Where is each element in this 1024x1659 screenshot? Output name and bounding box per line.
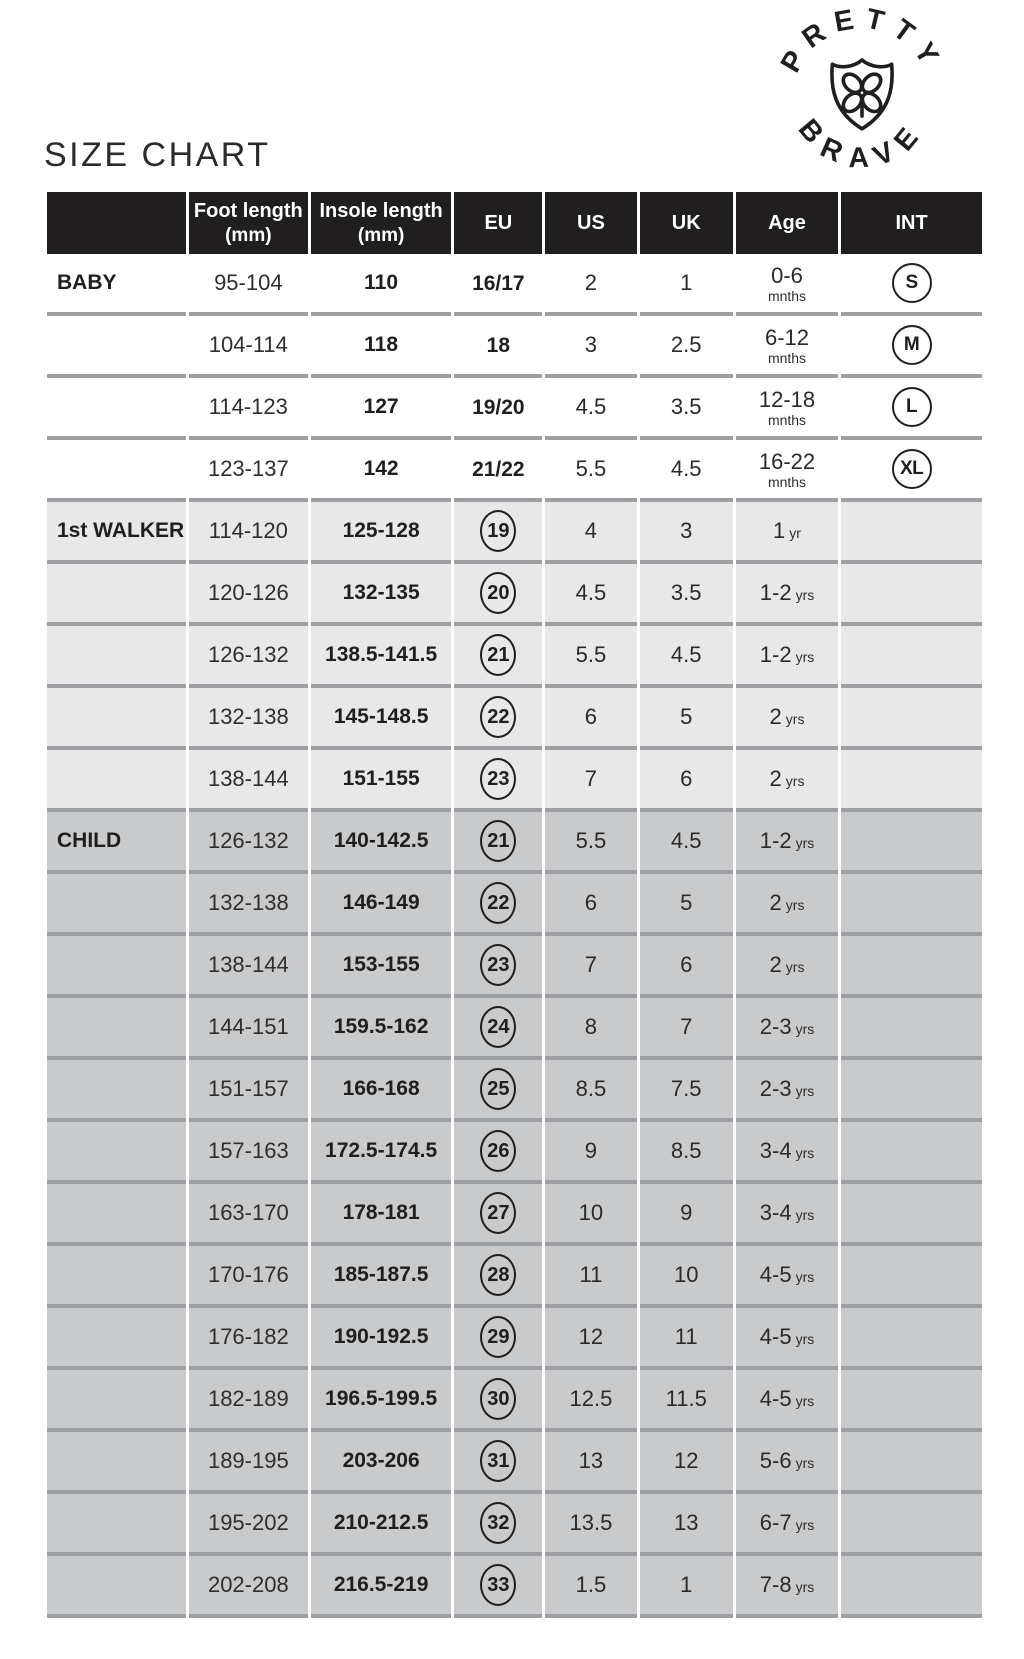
insole-length-cell: 142 (311, 440, 452, 502)
category-cell (47, 1370, 186, 1432)
eu-size-value: 21 (480, 820, 516, 862)
size-chart-table (44, 192, 985, 1618)
int-size-cell (841, 1122, 982, 1184)
eu-size-cell (454, 688, 542, 750)
eu-size-cell (454, 1494, 542, 1556)
age-value: 5-6 yrs (759, 1448, 815, 1473)
int-size-cell (841, 1370, 982, 1432)
age-unit: yrs (795, 1331, 815, 1347)
uk-size-cell: 2.5 (640, 316, 733, 378)
foot-length-cell: 170-176 (189, 1246, 308, 1308)
table-row (47, 998, 982, 1060)
pretty-brave-logo (772, 6, 952, 186)
age-cell (736, 1370, 838, 1432)
category-cell (47, 688, 186, 750)
age-unit: yrs (795, 1269, 815, 1285)
age-unit: yrs (795, 1207, 815, 1223)
logo-ring-text-top: PRETTY (774, 6, 950, 78)
eu-size-cell (454, 1370, 542, 1432)
uk-size-cell: 5 (640, 874, 733, 936)
age-cell (736, 1308, 838, 1370)
table-row (47, 1308, 982, 1370)
eu-size-cell (454, 1122, 542, 1184)
foot-length-cell: 132-138 (189, 688, 308, 750)
int-size-cell (841, 378, 982, 440)
eu-size-value: 19/20 (472, 396, 525, 419)
age-value: 1-2 yrs (759, 580, 815, 605)
foot-length-cell: 195-202 (189, 1494, 308, 1556)
age-cell (736, 1494, 838, 1556)
foot-length-cell: 182-189 (189, 1370, 308, 1432)
age-value: 2-3 yrs (759, 1014, 815, 1039)
age-unit: yrs (795, 1455, 815, 1471)
int-size-badge: XL (892, 449, 932, 489)
eu-size-cell (454, 998, 542, 1060)
insole-length-cell: 190-192.5 (311, 1308, 452, 1370)
logo-ring-text-bottom: BRAVE (791, 113, 933, 175)
eu-size-value: 29 (480, 1316, 516, 1358)
age-unit: yrs (795, 587, 815, 603)
table-header (47, 192, 982, 254)
int-size-cell (841, 440, 982, 502)
category-cell (47, 1060, 186, 1122)
age-cell (736, 936, 838, 998)
foot-length-cell: 123-137 (189, 440, 308, 502)
eu-size-cell (454, 316, 542, 378)
table-row (47, 1432, 982, 1494)
eu-size-value: 18 (486, 334, 511, 357)
insole-length-cell: 159.5-162 (311, 998, 452, 1060)
age-value: 1-2 yrs (759, 642, 815, 667)
eu-size-cell (454, 1184, 542, 1246)
foot-length-cell: 176-182 (189, 1308, 308, 1370)
age-cell (736, 812, 838, 874)
age-value: 2 yrs (769, 704, 805, 729)
insole-length-cell: 203-206 (311, 1432, 452, 1494)
age-unit: mnths (767, 349, 807, 366)
us-size-cell: 4.5 (545, 564, 636, 626)
int-size-cell (841, 1060, 982, 1122)
eu-size-cell (454, 502, 542, 564)
foot-length-cell: 138-144 (189, 936, 308, 998)
age-value: 2 yrs (769, 890, 805, 915)
int-size-cell (841, 998, 982, 1060)
category-cell (47, 316, 186, 378)
category-cell (47, 502, 186, 564)
eu-size-value: 22 (480, 696, 516, 738)
age-value: 2-3 yrs (759, 1076, 815, 1101)
eu-size-cell (454, 1060, 542, 1122)
eu-size-value: 23 (480, 758, 516, 800)
int-size-cell (841, 316, 982, 378)
us-size-cell: 7 (545, 936, 636, 998)
age-cell (736, 1246, 838, 1308)
table-row (47, 1370, 982, 1432)
age-unit: yrs (785, 897, 805, 913)
age-value: 6-12 mnths (764, 324, 810, 366)
uk-size-cell: 3.5 (640, 378, 733, 440)
uk-size-cell: 8.5 (640, 1122, 733, 1184)
int-size-badge: S (892, 263, 932, 303)
category-cell (47, 254, 186, 316)
us-size-cell: 8.5 (545, 1060, 636, 1122)
insole-length-cell: 153-155 (311, 936, 452, 998)
foot-length-cell: 157-163 (189, 1122, 308, 1184)
us-size-cell: 12.5 (545, 1370, 636, 1432)
eu-size-cell (454, 1308, 542, 1370)
eu-size-cell (454, 936, 542, 998)
uk-size-cell: 5 (640, 688, 733, 750)
int-size-cell (841, 1432, 982, 1494)
eu-size-value: 23 (480, 944, 516, 986)
foot-length-cell: 163-170 (189, 1184, 308, 1246)
age-value: 1-2 yrs (759, 828, 815, 853)
category-cell (47, 440, 186, 502)
age-value: 3-4 yrs (759, 1138, 815, 1163)
eu-size-value: 21/22 (472, 458, 525, 481)
foot-length-cell: 104-114 (189, 316, 308, 378)
age-unit: yrs (785, 959, 805, 975)
eu-size-cell (454, 626, 542, 688)
foot-length-cell: 138-144 (189, 750, 308, 812)
foot-length-cell: 126-132 (189, 812, 308, 874)
age-unit: yrs (795, 1579, 815, 1595)
category-cell (47, 1494, 186, 1556)
us-size-cell: 5.5 (545, 626, 636, 688)
int-size-cell (841, 1556, 982, 1618)
eu-size-cell (454, 1432, 542, 1494)
int-size-cell (841, 936, 982, 998)
category-cell (47, 998, 186, 1060)
uk-size-cell: 7.5 (640, 1060, 733, 1122)
int-size-cell (841, 626, 982, 688)
age-value: 12-18 mnths (758, 386, 816, 428)
uk-size-cell: 9 (640, 1184, 733, 1246)
foot-length-cell: 144-151 (189, 998, 308, 1060)
age-cell (736, 1060, 838, 1122)
eu-size-cell (454, 378, 542, 440)
eu-size-value: 16/17 (472, 272, 525, 295)
eu-size-cell (454, 440, 542, 502)
category-cell (47, 1246, 186, 1308)
eu-size-value: 32 (480, 1502, 516, 1544)
eu-size-value: 25 (480, 1068, 516, 1110)
us-size-cell: 6 (545, 688, 636, 750)
eu-size-value: 28 (480, 1254, 516, 1296)
category-cell (47, 812, 186, 874)
category-label: 1st WALKER (57, 519, 185, 542)
us-size-cell: 5.5 (545, 812, 636, 874)
int-size-cell (841, 1184, 982, 1246)
header-category (47, 192, 186, 254)
table-row (47, 1246, 982, 1308)
eu-size-cell (454, 874, 542, 936)
age-unit: yrs (785, 773, 805, 789)
eu-size-value: 20 (480, 572, 516, 614)
us-size-cell: 4 (545, 502, 636, 564)
int-size-cell (841, 1494, 982, 1556)
age-cell (736, 626, 838, 688)
age-value: 3-4 yrs (759, 1200, 815, 1225)
table-row (47, 564, 982, 626)
eu-size-cell (454, 564, 542, 626)
age-cell (736, 254, 838, 316)
category-cell (47, 750, 186, 812)
age-value: 2 yrs (769, 766, 805, 791)
int-size-cell (841, 874, 982, 936)
insole-length-cell: 146-149 (311, 874, 452, 936)
age-cell (736, 564, 838, 626)
uk-size-cell: 1 (640, 254, 733, 316)
uk-size-cell: 6 (640, 750, 733, 812)
age-unit: yrs (785, 711, 805, 727)
category-cell (47, 1184, 186, 1246)
category-cell (47, 626, 186, 688)
uk-size-cell: 11.5 (640, 1370, 733, 1432)
eu-size-value: 21 (480, 634, 516, 676)
insole-length-cell: 145-148.5 (311, 688, 452, 750)
age-cell (736, 874, 838, 936)
category-cell (47, 936, 186, 998)
age-value: 7-8 yrs (759, 1572, 815, 1597)
table-row (47, 378, 982, 440)
foot-length-cell: 114-120 (189, 502, 308, 564)
foot-length-cell: 151-157 (189, 1060, 308, 1122)
table-row (47, 874, 982, 936)
shield-clover-icon (832, 60, 892, 129)
eu-size-cell (454, 1556, 542, 1618)
age-cell (736, 316, 838, 378)
age-unit: yrs (795, 1393, 815, 1409)
uk-size-cell: 1 (640, 1556, 733, 1618)
us-size-cell: 11 (545, 1246, 636, 1308)
us-size-cell: 4.5 (545, 378, 636, 440)
table-row (47, 1556, 982, 1618)
category-label: BABY (57, 271, 117, 294)
foot-length-cell: 95-104 (189, 254, 308, 316)
age-unit: yrs (795, 1517, 815, 1533)
uk-size-cell: 13 (640, 1494, 733, 1556)
age-unit: mnths (767, 287, 807, 304)
table-row (47, 812, 982, 874)
header-us: US (545, 192, 636, 254)
int-size-cell (841, 750, 982, 812)
int-size-cell (841, 254, 982, 316)
table-row (47, 1060, 982, 1122)
foot-length-cell: 126-132 (189, 626, 308, 688)
eu-size-value: 33 (480, 1564, 516, 1606)
int-size-cell (841, 688, 982, 750)
insole-length-cell: 166-168 (311, 1060, 452, 1122)
table-row (47, 936, 982, 998)
table-row (47, 1122, 982, 1184)
category-cell (47, 378, 186, 440)
insole-length-cell: 172.5-174.5 (311, 1122, 452, 1184)
insole-length-cell: 132-135 (311, 564, 452, 626)
insole-length-cell: 125-128 (311, 502, 452, 564)
age-unit: mnths (767, 473, 807, 490)
insole-length-cell: 151-155 (311, 750, 452, 812)
eu-size-value: 31 (480, 1440, 516, 1482)
us-size-cell: 3 (545, 316, 636, 378)
age-value: 0-6 mnths (767, 262, 807, 304)
age-unit: yrs (795, 1145, 815, 1161)
age-value: 1 yr (773, 518, 801, 543)
age-value: 2 yrs (769, 952, 805, 977)
uk-size-cell: 3 (640, 502, 733, 564)
eu-size-value: 26 (480, 1130, 516, 1172)
us-size-cell: 5.5 (545, 440, 636, 502)
eu-size-value: 27 (480, 1192, 516, 1234)
age-value: 16-22 mnths (758, 448, 816, 490)
header-insole-length: Insole length (mm) (311, 192, 452, 254)
table-row (47, 502, 982, 564)
category-cell (47, 564, 186, 626)
category-cell (47, 1556, 186, 1618)
uk-size-cell: 7 (640, 998, 733, 1060)
uk-size-cell: 4.5 (640, 812, 733, 874)
age-unit: yrs (795, 649, 815, 665)
us-size-cell: 8 (545, 998, 636, 1060)
int-size-cell (841, 1246, 982, 1308)
age-unit: yrs (795, 1083, 815, 1099)
table-row (47, 688, 982, 750)
eu-size-value: 24 (480, 1006, 516, 1048)
us-size-cell: 2 (545, 254, 636, 316)
us-size-cell: 9 (545, 1122, 636, 1184)
uk-size-cell: 11 (640, 1308, 733, 1370)
header-uk: UK (640, 192, 733, 254)
age-unit: yrs (795, 1021, 815, 1037)
int-size-badge: M (892, 325, 932, 365)
age-cell (736, 1184, 838, 1246)
age-cell (736, 502, 838, 564)
age-unit: yr (789, 525, 801, 541)
insole-length-cell: 140-142.5 (311, 812, 452, 874)
eu-size-cell (454, 812, 542, 874)
age-cell (736, 750, 838, 812)
category-cell (47, 1122, 186, 1184)
us-size-cell: 10 (545, 1184, 636, 1246)
us-size-cell: 13.5 (545, 1494, 636, 1556)
eu-size-value: 19 (480, 510, 516, 552)
eu-size-value: 30 (480, 1378, 516, 1420)
insole-length-cell: 216.5-219 (311, 1556, 452, 1618)
age-cell (736, 440, 838, 502)
age-cell (736, 688, 838, 750)
table-row (47, 254, 982, 316)
insole-length-cell: 127 (311, 378, 452, 440)
age-cell (736, 1432, 838, 1494)
category-cell (47, 1308, 186, 1370)
age-value: 4-5 yrs (759, 1386, 815, 1411)
us-size-cell: 6 (545, 874, 636, 936)
table-row (47, 750, 982, 812)
table-row (47, 440, 982, 502)
header-int: INT (841, 192, 982, 254)
insole-length-cell: 110 (311, 254, 452, 316)
foot-length-cell: 114-123 (189, 378, 308, 440)
age-value: 4-5 yrs (759, 1262, 815, 1287)
foot-length-cell: 189-195 (189, 1432, 308, 1494)
insole-length-cell: 210-212.5 (311, 1494, 452, 1556)
eu-size-cell (454, 1246, 542, 1308)
us-size-cell: 12 (545, 1308, 636, 1370)
foot-length-cell: 202-208 (189, 1556, 308, 1618)
header-foot-length: Foot length (mm) (189, 192, 308, 254)
int-size-cell (841, 1308, 982, 1370)
age-value: 6-7 yrs (759, 1510, 815, 1535)
table-row (47, 626, 982, 688)
int-size-cell (841, 502, 982, 564)
table-row (47, 316, 982, 378)
uk-size-cell: 6 (640, 936, 733, 998)
age-cell (736, 998, 838, 1060)
table-row (47, 1184, 982, 1246)
age-cell (736, 1556, 838, 1618)
age-cell (736, 378, 838, 440)
us-size-cell: 7 (545, 750, 636, 812)
page-title: SIZE CHART (44, 136, 271, 174)
uk-size-cell: 10 (640, 1246, 733, 1308)
uk-size-cell: 4.5 (640, 440, 733, 502)
category-cell (47, 1432, 186, 1494)
age-value: 4-5 yrs (759, 1324, 815, 1349)
insole-length-cell: 178-181 (311, 1184, 452, 1246)
int-size-badge: L (892, 387, 932, 427)
insole-length-cell: 185-187.5 (311, 1246, 452, 1308)
us-size-cell: 13 (545, 1432, 636, 1494)
us-size-cell: 1.5 (545, 1556, 636, 1618)
header-eu: EU (454, 192, 542, 254)
insole-length-cell: 138.5-141.5 (311, 626, 452, 688)
age-cell (736, 1122, 838, 1184)
category-cell (47, 874, 186, 936)
eu-size-cell (454, 750, 542, 812)
age-unit: yrs (795, 835, 815, 851)
foot-length-cell: 120-126 (189, 564, 308, 626)
foot-length-cell: 132-138 (189, 874, 308, 936)
uk-size-cell: 3.5 (640, 564, 733, 626)
eu-size-cell (454, 254, 542, 316)
insole-length-cell: 118 (311, 316, 452, 378)
int-size-cell (841, 812, 982, 874)
eu-size-value: 22 (480, 882, 516, 924)
category-label: CHILD (57, 829, 122, 852)
header-age: Age (736, 192, 838, 254)
int-size-cell (841, 564, 982, 626)
insole-length-cell: 196.5-199.5 (311, 1370, 452, 1432)
table-row (47, 1494, 982, 1556)
uk-size-cell: 12 (640, 1432, 733, 1494)
size-table-body (47, 254, 982, 1618)
age-unit: mnths (767, 411, 807, 428)
uk-size-cell: 4.5 (640, 626, 733, 688)
